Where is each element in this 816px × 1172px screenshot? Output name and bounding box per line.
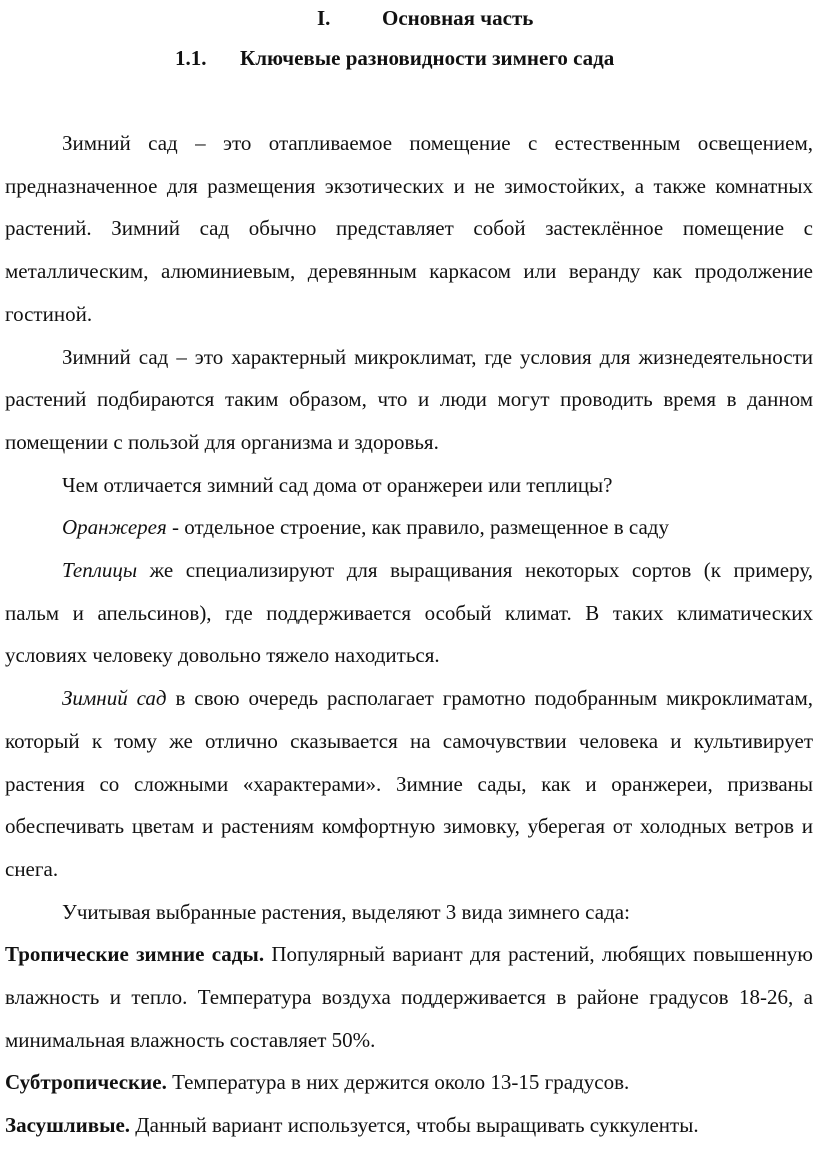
arid-text: Данный вариант используется, чтобы выращивать суккуленты. xyxy=(130,1113,699,1138)
paragraph-subtropical xyxy=(5,1061,813,1104)
subtropical-text: Температура в них держится около 13-15 градусов. xyxy=(166,1070,630,1095)
subsection-number: 1.1. xyxy=(175,46,207,70)
term-winter-garden: Зимний сад xyxy=(62,686,167,711)
tropical-text: Популярный вариант для растений, любящих повышенную влажность и тепло. Температура воздуха поддерживается в районе градусов 18-26, а минимальная влажность составляет 50%. xyxy=(5,942,813,1052)
term-subtropical: Субтропические. xyxy=(5,1070,167,1095)
paragraph-definition: Зимний сад – это отапливаемое помещение с естественным освещением, предназначенное для размещения экзотических и не зимостойких, а также комнатных растений. Зимний сад обычно представляет собой застеклённое помещение с металлическим, алюминиевым, деревянным каркасом или веранду как продолжение гостиной. xyxy=(5,131,813,326)
term-orangery: Оранжерея xyxy=(62,515,167,540)
paragraph-greenhouses xyxy=(5,549,813,677)
paragraph-orangery xyxy=(5,506,813,549)
greenhouses-text: же специализируют для выращивания некоторых сортов (к примеру, пальм и апельсинов), где поддерживается особый климат. В таких климатических условиях человеку довольно тяжело находиться. xyxy=(5,558,813,668)
section-number: I. xyxy=(317,6,331,30)
paragraph-winter-garden xyxy=(5,677,813,891)
subsection-title: Ключевые разновидности зимнего сада xyxy=(240,46,615,70)
paragraph-arid xyxy=(5,1104,813,1147)
section-title: Основная часть xyxy=(382,6,534,30)
winter-garden-text: в свою очередь располагает грамотно подобранным микроклиматам, который к тому же отлично сказывается на самочувствии человека и культивирует растения со сложными «характерами». Зимние сады, как и оранжереи, призваны обеспечивать цветам и растениям комфортную зимовку, уберегая от холодных ветров и снега. xyxy=(5,686,813,881)
paragraph-tropical xyxy=(5,933,813,1061)
orangery-text: - отдельное строение, как правило, размещенное в саду xyxy=(166,515,669,540)
paragraph-question: Чем отличается зимний сад дома от оранжереи или теплицы? xyxy=(62,472,613,497)
document-body xyxy=(5,122,813,1147)
term-greenhouses: Теплицы xyxy=(62,558,138,583)
term-tropical: Тропические зимние сады. xyxy=(5,942,265,967)
term-arid: Засушливые. xyxy=(5,1113,131,1138)
paragraph-types-intro: Учитывая выбранные растения, выделяют 3 вида зимнего сада: xyxy=(62,899,630,924)
paragraph-microclimate: Зимний сад – это характерный микроклимат, где условия для жизнедеятельности растений подбираются таким образом, что и люди могут проводить время в данном помещении с пользой для организма и здоровья. xyxy=(5,344,813,454)
